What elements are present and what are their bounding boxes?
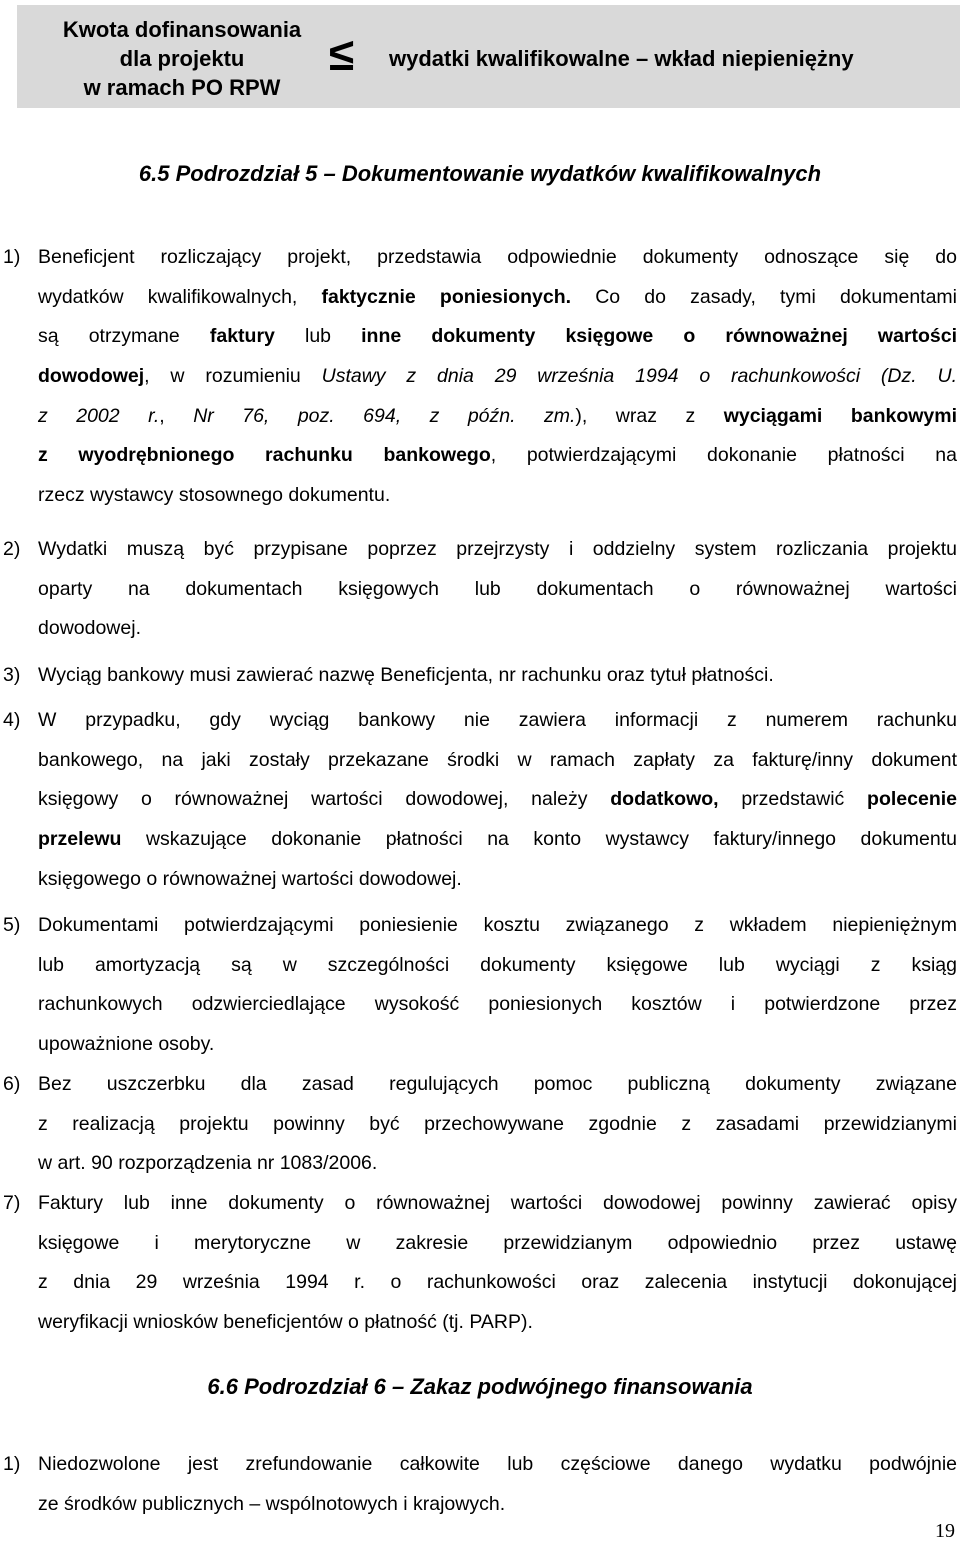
text-line: z wyodrębnionego rachunku bankowego, potwierdzającymi dokonanie płatności na <box>38 444 957 467</box>
text-line: są otrzymane faktury lub inne dokumenty księgowe o równoważnej wartości <box>38 325 958 348</box>
banner-left-line: Kwota dofinansowania <box>62 17 302 42</box>
banner-left-text <box>17 15 347 102</box>
section-5-title: 6.5 Podrozdział 5 – Dokumentowanie wydatków kwalifikowalnych <box>138 161 822 186</box>
text-line: księgowego o równoważnej wartości dowodowej. <box>38 867 462 890</box>
text-line: ze środków publicznych – wspólnotowych i krajowych. <box>38 1492 506 1515</box>
item-number: 4) <box>3 709 21 731</box>
item-number: 1) <box>3 246 21 268</box>
text-line: księgowe i merytoryczne w zakresie przewidzianym odpowiednio przez ustawę <box>38 1231 957 1254</box>
banner-right-text: wydatki kwalifikowalne – wkład niepieniężny <box>389 46 854 71</box>
text-line: upoważnione osoby. <box>38 1033 215 1056</box>
text-line: dowodowej, w rozumieniu Ustawy z dnia 29 września 1994 o rachunkowości (Dz. U. <box>38 365 957 388</box>
text-line: bankowego, na jaki zostały przekazane środki w ramach zapłaty za fakturę/inny dokument <box>38 748 957 771</box>
text-line: wydatków kwalifikowalnych, faktycznie poniesionych. Co do zasady, tymi dokumentami <box>38 285 958 308</box>
text-line: Wyciąg bankowy musi zawierać nazwę Beneficjenta, nr rachunku oraz tytuł płatności. <box>38 664 774 686</box>
text-line: dowodowej. <box>38 617 141 640</box>
list-item <box>3 906 957 1065</box>
item-number: 2) <box>3 538 21 560</box>
banner-left-line: dla projektu <box>119 46 245 71</box>
text-line: W przypadku, gdy wyciąg bankowy nie zawiera informacji z numerem rachunku <box>38 709 957 731</box>
text-line: Dokumentami potwierdzającymi poniesienie kosztu związanego z wkładem niepieniężnym <box>38 914 957 936</box>
text-line: z realizacją projektu powinny być przechowywane zgodnie z zasadami przewidzianymi <box>38 1112 957 1135</box>
item-number: 7) <box>3 1192 21 1214</box>
text-line: z 2002 r., Nr 76, poz. 694, z późn. zm.), wraz z wyciągami bankowymi <box>38 404 958 427</box>
text-line: lub amortyzacją są w szczególności dokumenty księgowe lub wyciągi z ksiąg <box>38 953 957 976</box>
text-line: weryfikacji wniosków beneficjentów o płatność (tj. PARP). <box>38 1311 533 1334</box>
banner-left-line: w ramach PO RPW <box>83 75 281 100</box>
list-item <box>3 1184 957 1343</box>
list-item <box>3 701 957 899</box>
less-or-equal-symbol: ≤ <box>329 28 355 80</box>
header-banner <box>17 5 960 108</box>
list-item <box>3 530 957 649</box>
text-line: oparty na dokumentach księgowych lub dokumentach o równoważnej wartości <box>38 577 957 600</box>
text-line: księgowy o równoważnej wartości dowodowej, należy dodatkowo, przedstawić polecenie <box>38 788 957 811</box>
list-item <box>3 238 958 516</box>
text-line: Beneficjent rozliczający projekt, przedstawia odpowiednie dokumenty odnoszące się do <box>38 246 957 268</box>
text-line: Niedozwolone jest zrefundowanie całkowite lub częściowe danego wydatku podwójnie <box>38 1453 957 1475</box>
text-line: Faktury lub inne dokumenty o równoważnej wartości dowodowej powinny zawierać opisy <box>38 1192 957 1214</box>
page-number: 19 <box>935 1520 955 1542</box>
text-line: przelewu wskazujące dokonanie płatności na konto wystawcy faktury/innego dokumentu <box>38 828 957 851</box>
item-number: 6) <box>3 1073 21 1095</box>
text-line: Wydatki muszą być przypisane poprzez przejrzysty i oddzielny system rozliczania projektu <box>38 538 957 560</box>
text-line: rzecz wystawcy stosownego dokumentu. <box>38 484 391 507</box>
list-item <box>3 656 957 696</box>
text-line: rachunkowych odzwierciedlające wysokość poniesionych kosztów i potwierdzone przez <box>38 993 957 1016</box>
item-number: 5) <box>3 914 21 936</box>
list-item <box>3 1445 957 1524</box>
text-line: z dnia 29 września 1994 r. o rachunkowości oraz zalecenia instytucji dokonującej <box>38 1271 957 1294</box>
item-number: 3) <box>3 664 21 686</box>
text-line: Bez uszczerbku dla zasad regulujących pomoc publiczną dokumenty związane <box>38 1073 957 1095</box>
text-line: w art. 90 rozporządzenia nr 1083/2006. <box>38 1152 378 1175</box>
item-number: 1) <box>3 1453 21 1475</box>
list-item <box>3 1065 957 1184</box>
section-6-title: 6.6 Podrozdział 6 – Zakaz podwójnego finansowania <box>207 1374 753 1399</box>
